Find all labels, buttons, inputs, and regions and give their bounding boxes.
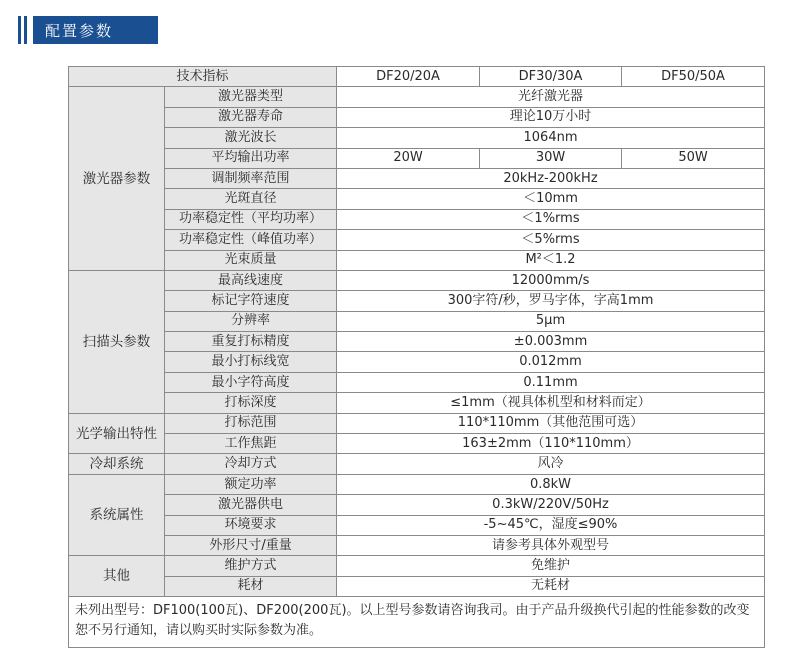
param-cell: 功率稳定性（平均功率） — [165, 209, 337, 229]
model-header: DF20/20A — [337, 67, 480, 87]
param-cell: 耗材 — [165, 576, 337, 596]
param-cell: 重复打标精度 — [165, 332, 337, 352]
param-cell: 最小字符高度 — [165, 372, 337, 392]
table-row — [69, 291, 765, 311]
value-cell: ±0.003mm — [337, 332, 765, 352]
model-header: DF50/50A — [622, 67, 765, 87]
table-row — [69, 107, 765, 127]
value-cell: 风冷 — [337, 454, 765, 474]
table-row — [69, 495, 765, 515]
value-cell: 5μm — [337, 311, 765, 331]
value-cell: M²＜1.2 — [337, 250, 765, 270]
table-row — [69, 576, 765, 596]
param-cell: 外形尺寸/重量 — [165, 535, 337, 555]
table-row — [69, 270, 765, 290]
table-row — [69, 434, 765, 454]
param-cell: 激光器寿命 — [165, 107, 337, 127]
table-row — [69, 556, 765, 576]
model-header: DF30/30A — [480, 67, 622, 87]
param-cell: 环境要求 — [165, 515, 337, 535]
table-row — [69, 352, 765, 372]
header-accent-bar — [18, 16, 21, 44]
param-cell: 光斑直径 — [165, 189, 337, 209]
category-cell: 激光器参数 — [69, 87, 165, 271]
value-cell: 请参考具体外观型号 — [337, 535, 765, 555]
param-cell: 分辨率 — [165, 311, 337, 331]
table-row — [69, 250, 765, 270]
param-cell: 平均输出功率 — [165, 148, 337, 168]
value-cell: 免维护 — [337, 556, 765, 576]
category-cell: 光学输出特性 — [69, 413, 165, 454]
value-cell: -5~45℃，湿度≤90% — [337, 515, 765, 535]
table-row — [69, 209, 765, 229]
table-row — [69, 474, 765, 494]
spec-table — [68, 66, 765, 648]
param-cell: 功率稳定性（峰值功率） — [165, 230, 337, 250]
param-cell: 额定功率 — [165, 474, 337, 494]
header-accent-bar — [24, 16, 27, 44]
table-row — [69, 332, 765, 352]
value-cell: 1064nm — [337, 128, 765, 148]
table-row — [69, 413, 765, 433]
table-row — [69, 189, 765, 209]
value-cell: 0.11mm — [337, 372, 765, 392]
param-cell: 调制频率范围 — [165, 168, 337, 188]
param-cell: 冷却方式 — [165, 454, 337, 474]
value-cell: 0.3kW/220V/50Hz — [337, 495, 765, 515]
category-cell: 其他 — [69, 556, 165, 597]
table-row — [69, 87, 765, 107]
table-row — [69, 168, 765, 188]
header-label: 技术指标 — [69, 67, 337, 87]
value-cell: ＜1%rms — [337, 209, 765, 229]
param-cell: 工作焦距 — [165, 434, 337, 454]
param-cell: 打标范围 — [165, 413, 337, 433]
value-cell: 110*110mm（其他范围可选） — [337, 413, 765, 433]
value-cell: 300字符/秒，罗马字体，字高1mm — [337, 291, 765, 311]
value-cell: 50W — [622, 148, 765, 168]
value-cell: ＜10mm — [337, 189, 765, 209]
table-header-row — [69, 67, 765, 87]
table-row — [69, 515, 765, 535]
category-cell: 系统属性 — [69, 474, 165, 556]
value-cell: 163±2mm（110*110mm） — [337, 434, 765, 454]
param-cell: 激光器类型 — [165, 87, 337, 107]
value-cell: 30W — [480, 148, 622, 168]
param-cell: 打标深度 — [165, 393, 337, 413]
table-row — [69, 393, 765, 413]
table-row — [69, 148, 765, 168]
value-cell: 20W — [337, 148, 480, 168]
table-row — [69, 535, 765, 555]
value-cell: 无耗材 — [337, 576, 765, 596]
param-cell: 激光波长 — [165, 128, 337, 148]
category-cell: 冷却系统 — [69, 454, 165, 474]
section-title: 配置参数 — [33, 16, 158, 44]
value-cell: ＜5%rms — [337, 230, 765, 250]
value-cell: ≤1mm（视具体机型和材料而定） — [337, 393, 765, 413]
table-note: 未列出型号：DF100(100瓦)、DF200(200瓦)。以上型号参数请咨询我司。由于产品升级换代引起的性能参数的改变恕不另行通知，请以购买时实际参数为准。 — [69, 597, 765, 648]
table-row — [69, 311, 765, 331]
param-cell: 光束质量 — [165, 250, 337, 270]
section-header — [18, 16, 158, 44]
table-row — [69, 230, 765, 250]
value-cell: 理论10万小时 — [337, 107, 765, 127]
value-cell: 20kHz-200kHz — [337, 168, 765, 188]
note-row — [69, 597, 765, 648]
table-row — [69, 454, 765, 474]
param-cell: 标记字符速度 — [165, 291, 337, 311]
param-cell: 激光器供电 — [165, 495, 337, 515]
value-cell: 光纤激光器 — [337, 87, 765, 107]
param-cell: 最高线速度 — [165, 270, 337, 290]
param-cell: 维护方式 — [165, 556, 337, 576]
table-row — [69, 128, 765, 148]
value-cell: 0.012mm — [337, 352, 765, 372]
value-cell: 12000mm/s — [337, 270, 765, 290]
table-row — [69, 372, 765, 392]
param-cell: 最小打标线宽 — [165, 352, 337, 372]
category-cell: 扫描头参数 — [69, 270, 165, 413]
value-cell: 0.8kW — [337, 474, 765, 494]
